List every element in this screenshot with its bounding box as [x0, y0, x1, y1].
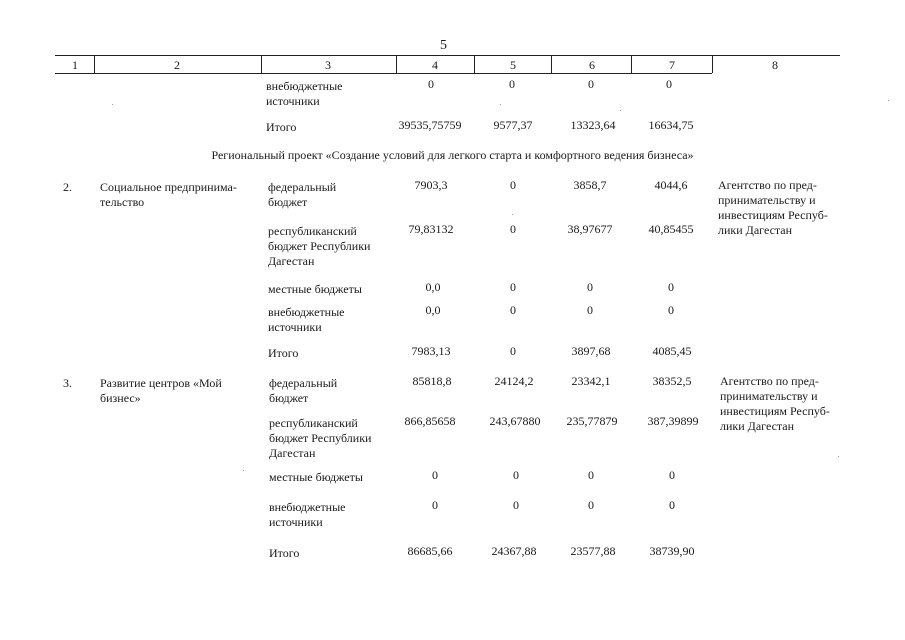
value-cell: 24367,88: [491, 544, 537, 558]
source-label: местные бюджеты: [268, 282, 362, 296]
scan-speck: [512, 214, 513, 215]
value-cell: 243,67880: [489, 414, 541, 428]
source-label: местные бюджеты: [269, 470, 363, 484]
source-label: республиканский бюджет Республики Дагестан: [269, 416, 372, 460]
source-label: федеральный бюджет: [269, 376, 338, 405]
value-cell: 7903,3: [414, 178, 448, 192]
column-number-5: 5: [510, 58, 516, 72]
value-cell: 3897,68: [571, 344, 611, 358]
section-title: Региональный проект «Создание условий для легкого старта и комфортного ведения бизнеса»: [211, 148, 694, 162]
column-number-2: 2: [174, 58, 180, 72]
value-cell: 0: [588, 77, 594, 91]
value-cell: 23577,88: [570, 544, 616, 558]
value-cell: 0: [513, 498, 519, 512]
value-cell: 13323,64: [570, 118, 616, 132]
scan-speck: [500, 104, 501, 105]
scan-speck: [112, 104, 113, 105]
value-cell: 38352,5: [652, 374, 692, 388]
scan-speck: [243, 470, 244, 471]
value-cell: 79,83132: [408, 222, 454, 236]
value-cell: 0: [510, 178, 516, 192]
source-label: федеральный бюджет: [268, 180, 337, 209]
value-cell: 39535,75759: [398, 118, 462, 132]
value-cell: 387,39899: [647, 414, 699, 428]
value-cell: 0: [509, 77, 515, 91]
value-cell: 0: [588, 468, 594, 482]
value-cell: 24124,2: [494, 374, 534, 388]
column-number-1: 1: [72, 58, 78, 72]
project-name: Развитие центров «Мой бизнес»: [100, 376, 222, 405]
project-name: Социальное предпринима-тельство: [100, 180, 237, 209]
value-cell: 23342,1: [571, 374, 611, 388]
source-label: внебюджетные источники: [269, 500, 346, 529]
column-number-6: 6: [589, 58, 595, 72]
total-label: Итого: [268, 346, 299, 360]
value-cell: 0: [432, 468, 438, 482]
total-label: Итого: [266, 120, 297, 134]
source-label: внебюджетные источники: [266, 79, 343, 108]
value-cell: 3858,7: [573, 178, 607, 192]
value-cell: 0: [510, 222, 516, 236]
value-cell: 0: [432, 498, 438, 512]
value-cell: 9577,37: [493, 118, 533, 132]
value-cell: 0: [513, 468, 519, 482]
value-cell: 38,97677: [567, 222, 613, 236]
value-cell: 0: [668, 303, 674, 317]
value-cell: 0: [669, 468, 675, 482]
value-cell: 4044,6: [654, 178, 688, 192]
column-number-8: 8: [772, 58, 778, 72]
value-cell: 16634,75: [648, 118, 694, 132]
column-number-3: 3: [325, 58, 331, 72]
value-cell: 0: [510, 344, 516, 358]
source-label: республиканский бюджет Республики Дагестан: [268, 224, 371, 268]
value-cell: 0,0: [425, 303, 441, 317]
source-label: внебюджетные источники: [268, 305, 345, 334]
value-cell: 85818,8: [412, 374, 452, 388]
responsible-agency: Агентство по пред-принимательству и инвестициям Респуб-лики Дагестан: [718, 178, 828, 237]
responsible-agency: Агентство по пред-принимательству и инвестициям Респуб-лики Дагестан: [720, 374, 830, 433]
value-cell: 0: [668, 280, 674, 294]
value-cell: 38739,90: [649, 544, 695, 558]
value-cell: 0: [510, 280, 516, 294]
value-cell: 235,77879: [566, 414, 618, 428]
value-cell: 0: [669, 498, 675, 512]
value-cell: 0: [666, 77, 672, 91]
value-cell: 4085,45: [652, 344, 692, 358]
value-cell: 0: [510, 303, 516, 317]
value-cell: 7983,13: [411, 344, 451, 358]
value-cell: 0: [587, 280, 593, 294]
value-cell: 0: [588, 498, 594, 512]
project-number: 2.: [63, 180, 72, 194]
value-cell: 40,85455: [648, 222, 694, 236]
column-number-7: 7: [669, 58, 675, 72]
scan-speck: [838, 456, 839, 457]
project-number: 3.: [63, 376, 72, 390]
value-cell: 0: [587, 303, 593, 317]
value-cell: 86685,66: [407, 544, 453, 558]
column-number-4: 4: [432, 58, 438, 72]
scan-speck: [620, 110, 621, 111]
page-number: 5: [440, 38, 447, 53]
scan-speck: [888, 100, 889, 101]
value-cell: 0: [428, 77, 434, 91]
value-cell: 0,0: [425, 280, 441, 294]
value-cell: 866,85658: [404, 414, 456, 428]
total-label: Итого: [269, 546, 300, 560]
